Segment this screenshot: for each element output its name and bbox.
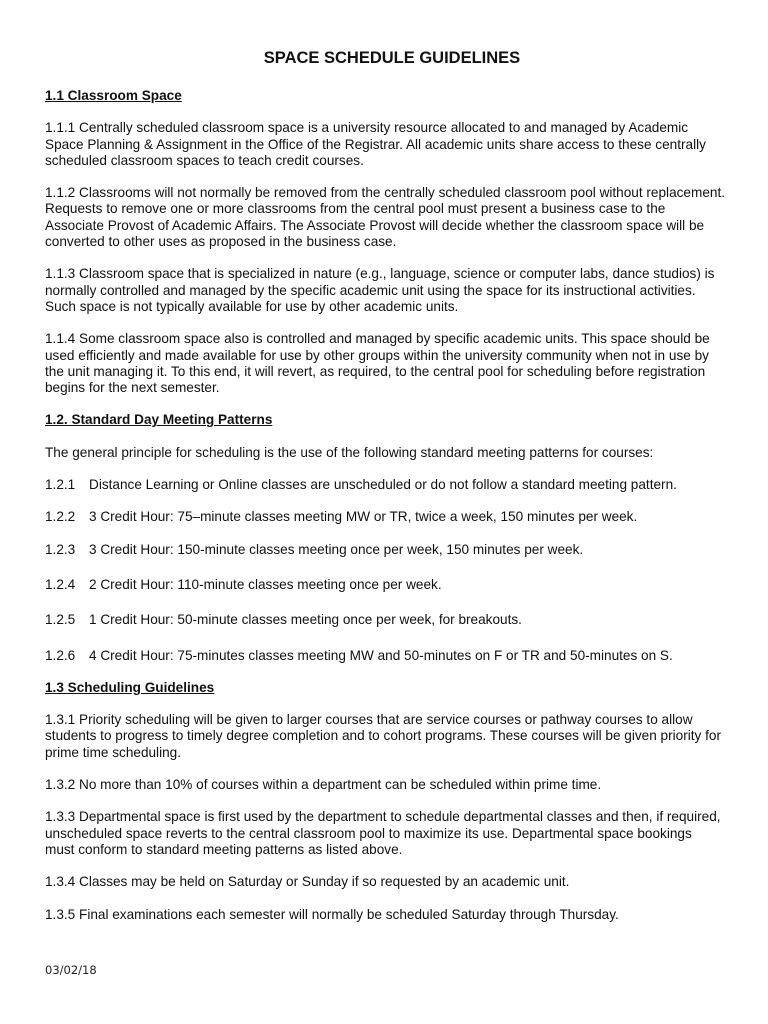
paragraph-1-1-3: 1.1.3 Classroom space that is specialized in nature (e.g., language, science or computer labs, dance studios) is normally controlled and managed by the specific academic unit using the space for its instructional activities. Such space is not typically available for use by other academic units. <box>45 266 715 314</box>
list-item-text: 4 Credit Hour: 75-minutes classes meeting MW and 50-minutes on F or TR and 50-minutes on S. <box>89 647 673 663</box>
list-item-number: 1.2.2 <box>45 509 76 525</box>
footer-date: 03/02/18 <box>45 963 97 977</box>
list-item <box>45 612 725 628</box>
list-item-text: 2 Credit Hour: 110-minute classes meeting once per week. <box>89 576 442 592</box>
list-item <box>45 577 725 593</box>
list-item-text: 3 Credit Hour: 150-minute classes meeting once per week, 150 minutes per week. <box>89 541 584 557</box>
paragraph-1-3-4: 1.3.4 Classes may be held on Saturday or Sunday if so requested by an academic unit. <box>45 874 570 890</box>
list-item <box>45 477 725 493</box>
paragraph-1-3-1: 1.3.1 Priority scheduling will be given to larger courses that are service courses or pathway courses to allow students to progress to timely degree completion and to cohort programs. These courses will be given priority for prime time scheduling. <box>45 712 721 760</box>
list-item <box>45 542 725 558</box>
paragraph-1-3-5: 1.3.5 Final examinations each semester will normally be scheduled Saturday through Thursday. <box>45 906 619 922</box>
section-heading-scheduling-guidelines: 1.3 Scheduling Guidelines <box>45 679 215 695</box>
section-heading-classroom-space: 1.1 Classroom Space <box>45 88 182 103</box>
section-heading-meeting-patterns: 1.2. Standard Day Meeting Patterns <box>45 412 273 428</box>
paragraph-1-1-1: 1.1.1 Centrally scheduled classroom space is a university resource allocated to and managed by Academic Space Planning & Assignment in the Office of the Registrar. All academic units share access to these centrally scheduled classroom spaces to teach credit courses. <box>45 120 706 168</box>
list-item-text: 3 Credit Hour: 75–minute classes meeting MW or TR, twice a week, 150 minutes per week. <box>89 509 638 525</box>
paragraph-1-3-2: 1.3.2 No more than 10% of courses within a department can be scheduled within prime time. <box>45 777 602 793</box>
paragraph-1-3-3: 1.3.3 Departmental space is first used by the department to schedule departmental classes and then, if required, unscheduled space reverts to the central classroom pool to maximize its use. Departmental space bookings must conform to standard meeting patterns as listed above. <box>45 809 721 857</box>
list-item-number: 1.2.3 <box>45 541 76 557</box>
list-item-number: 1.2.6 <box>45 647 76 663</box>
list-item-number: 1.2.1 <box>45 477 76 493</box>
document-title: SPACE SCHEDULE GUIDELINES <box>263 49 521 67</box>
list-item-number: 1.2.5 <box>45 612 76 628</box>
paragraph-1-1-2: 1.1.2 Classrooms will not normally be removed from the centrally scheduled classroom pool without replacement. Requests to remove one or more classrooms from the central pool must present a business case to the Associate Provost of Academic Affairs. The Associate Provost will decide whether the classroom space will be converted to other uses as proposed in the business case. <box>45 185 725 250</box>
document-page <box>45 48 725 939</box>
list-item-text: Distance Learning or Online classes are unscheduled or do not follow a standard meeting pattern. <box>89 477 677 493</box>
list-item-number: 1.2.4 <box>45 576 76 592</box>
list-item <box>45 648 725 664</box>
list-item-text: 1 Credit Hour: 50-minute classes meeting once per week, for breakouts. <box>89 612 522 628</box>
paragraph-1-1-4: 1.1.4 Some classroom space also is controlled and managed by specific academic units. This space should be used efficiently and made available for use by other groups within the university community when not in use by the unit managing it. To this end, it will revert, as required, to the central pool for scheduling before registration begins for the next semester. <box>45 331 710 396</box>
meeting-patterns-intro: The general principle for scheduling is the use of the following standard meeting patterns for courses: <box>45 444 654 460</box>
list-item <box>45 509 725 525</box>
